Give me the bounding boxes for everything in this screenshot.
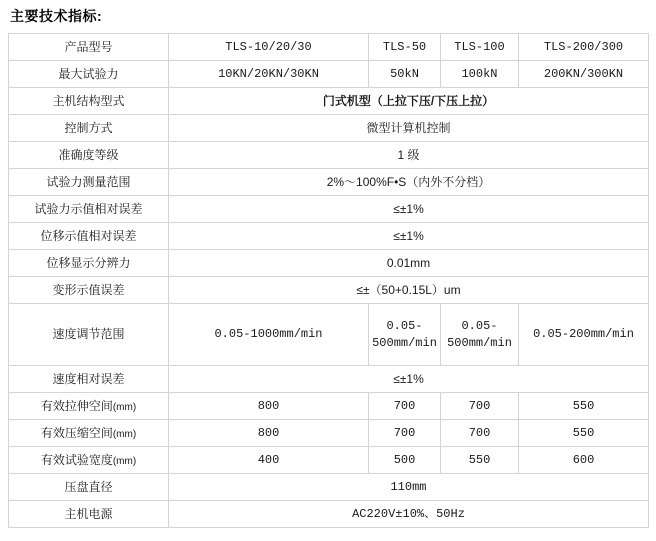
- table-cell: 0.01mm: [169, 250, 649, 277]
- table-cell: AC220V±10%、50Hz: [169, 501, 649, 528]
- row-displacement-relative-error: [9, 223, 649, 250]
- row-label: 有效压缩空间(mm): [9, 420, 169, 447]
- table-cell: TLS-10/20/30: [169, 34, 369, 61]
- table-cell: TLS-100: [441, 34, 519, 61]
- row-label: 产品型号: [9, 34, 169, 61]
- row-accuracy-grade: [9, 142, 649, 169]
- row-displacement-resolution: [9, 250, 649, 277]
- row-label: 控制方式: [9, 115, 169, 142]
- row-label: 速度调节范围: [9, 304, 169, 366]
- row-label: 位移示值相对误差: [9, 223, 169, 250]
- row-label: 变形示值误差: [9, 277, 169, 304]
- table-cell: 0.05-200mm/min: [519, 304, 649, 366]
- row-label: 压盘直径: [9, 474, 169, 501]
- row-label: 速度相对误差: [9, 366, 169, 393]
- table-cell: 0.05-500mm/min: [441, 304, 519, 366]
- table-cell: 微型计算机控制: [169, 115, 649, 142]
- table-cell: 门式机型（上拉下压/下压上拉）: [169, 88, 649, 115]
- table-cell: 550: [519, 393, 649, 420]
- table-cell: 800: [169, 393, 369, 420]
- table-cell: 0.05-1000mm/min: [169, 304, 369, 366]
- row-label-unit: (mm): [112, 455, 137, 467]
- table-cell: 1 级: [169, 142, 649, 169]
- row-label: 有效拉伸空间(mm): [9, 393, 169, 420]
- row-speed-range: [9, 304, 649, 366]
- table-cell: 700: [369, 420, 441, 447]
- table-cell: 800: [169, 420, 369, 447]
- table-cell: 110mm: [169, 474, 649, 501]
- table-cell: ≤±1%: [169, 196, 649, 223]
- table-cell: ≤±1%: [169, 223, 649, 250]
- table-cell: 0.05-500mm/min: [369, 304, 441, 366]
- page-title: 主要技术指标:: [10, 8, 103, 24]
- table-cell: ≤±（50+0.15L）um: [169, 277, 649, 304]
- row-label: 试验力示值相对误差: [9, 196, 169, 223]
- table-cell: 100kN: [441, 61, 519, 88]
- row-label: 主机结构型式: [9, 88, 169, 115]
- table-cell: TLS-200/300: [519, 34, 649, 61]
- table-cell: 700: [441, 393, 519, 420]
- row-control-mode: [9, 115, 649, 142]
- table-cell: 550: [441, 447, 519, 474]
- row-label: 最大试验力: [9, 61, 169, 88]
- row-label: 试验力测量范围: [9, 169, 169, 196]
- row-label-unit: (mm): [112, 428, 137, 440]
- table-cell: 2%～100%F•S（内外不分档）: [169, 169, 649, 196]
- table-cell: 400: [169, 447, 369, 474]
- row-product-model: [9, 34, 649, 61]
- row-deformation-error: [9, 277, 649, 304]
- row-label-unit: (mm): [112, 401, 137, 413]
- table-cell: 700: [369, 393, 441, 420]
- table-cell: 10KN/20KN/30KN: [169, 61, 369, 88]
- table-cell: 550: [519, 420, 649, 447]
- row-platen-diameter: [9, 474, 649, 501]
- row-label: 位移显示分辨力: [9, 250, 169, 277]
- row-label: 准确度等级: [9, 142, 169, 169]
- row-effective-tension-space: [9, 393, 649, 420]
- row-label: 主机电源: [9, 501, 169, 528]
- table-cell: 600: [519, 447, 649, 474]
- table-cell: ≤±1%: [169, 366, 649, 393]
- row-force-relative-error: [9, 196, 649, 223]
- row-label: 有效试验宽度(mm): [9, 447, 169, 474]
- row-power-supply: [9, 501, 649, 528]
- row-effective-test-width: [9, 447, 649, 474]
- row-force-range: [9, 169, 649, 196]
- row-max-test-force: [9, 61, 649, 88]
- row-speed-relative-error: [9, 366, 649, 393]
- table-cell: 50kN: [369, 61, 441, 88]
- row-effective-compression-space: [9, 420, 649, 447]
- table-body: [9, 34, 649, 528]
- table-cell: TLS-50: [369, 34, 441, 61]
- table-cell: 500: [369, 447, 441, 474]
- table-cell: 700: [441, 420, 519, 447]
- table-cell: 200KN/300KN: [519, 61, 649, 88]
- specifications-table: [8, 33, 649, 528]
- row-frame-type: [9, 88, 649, 115]
